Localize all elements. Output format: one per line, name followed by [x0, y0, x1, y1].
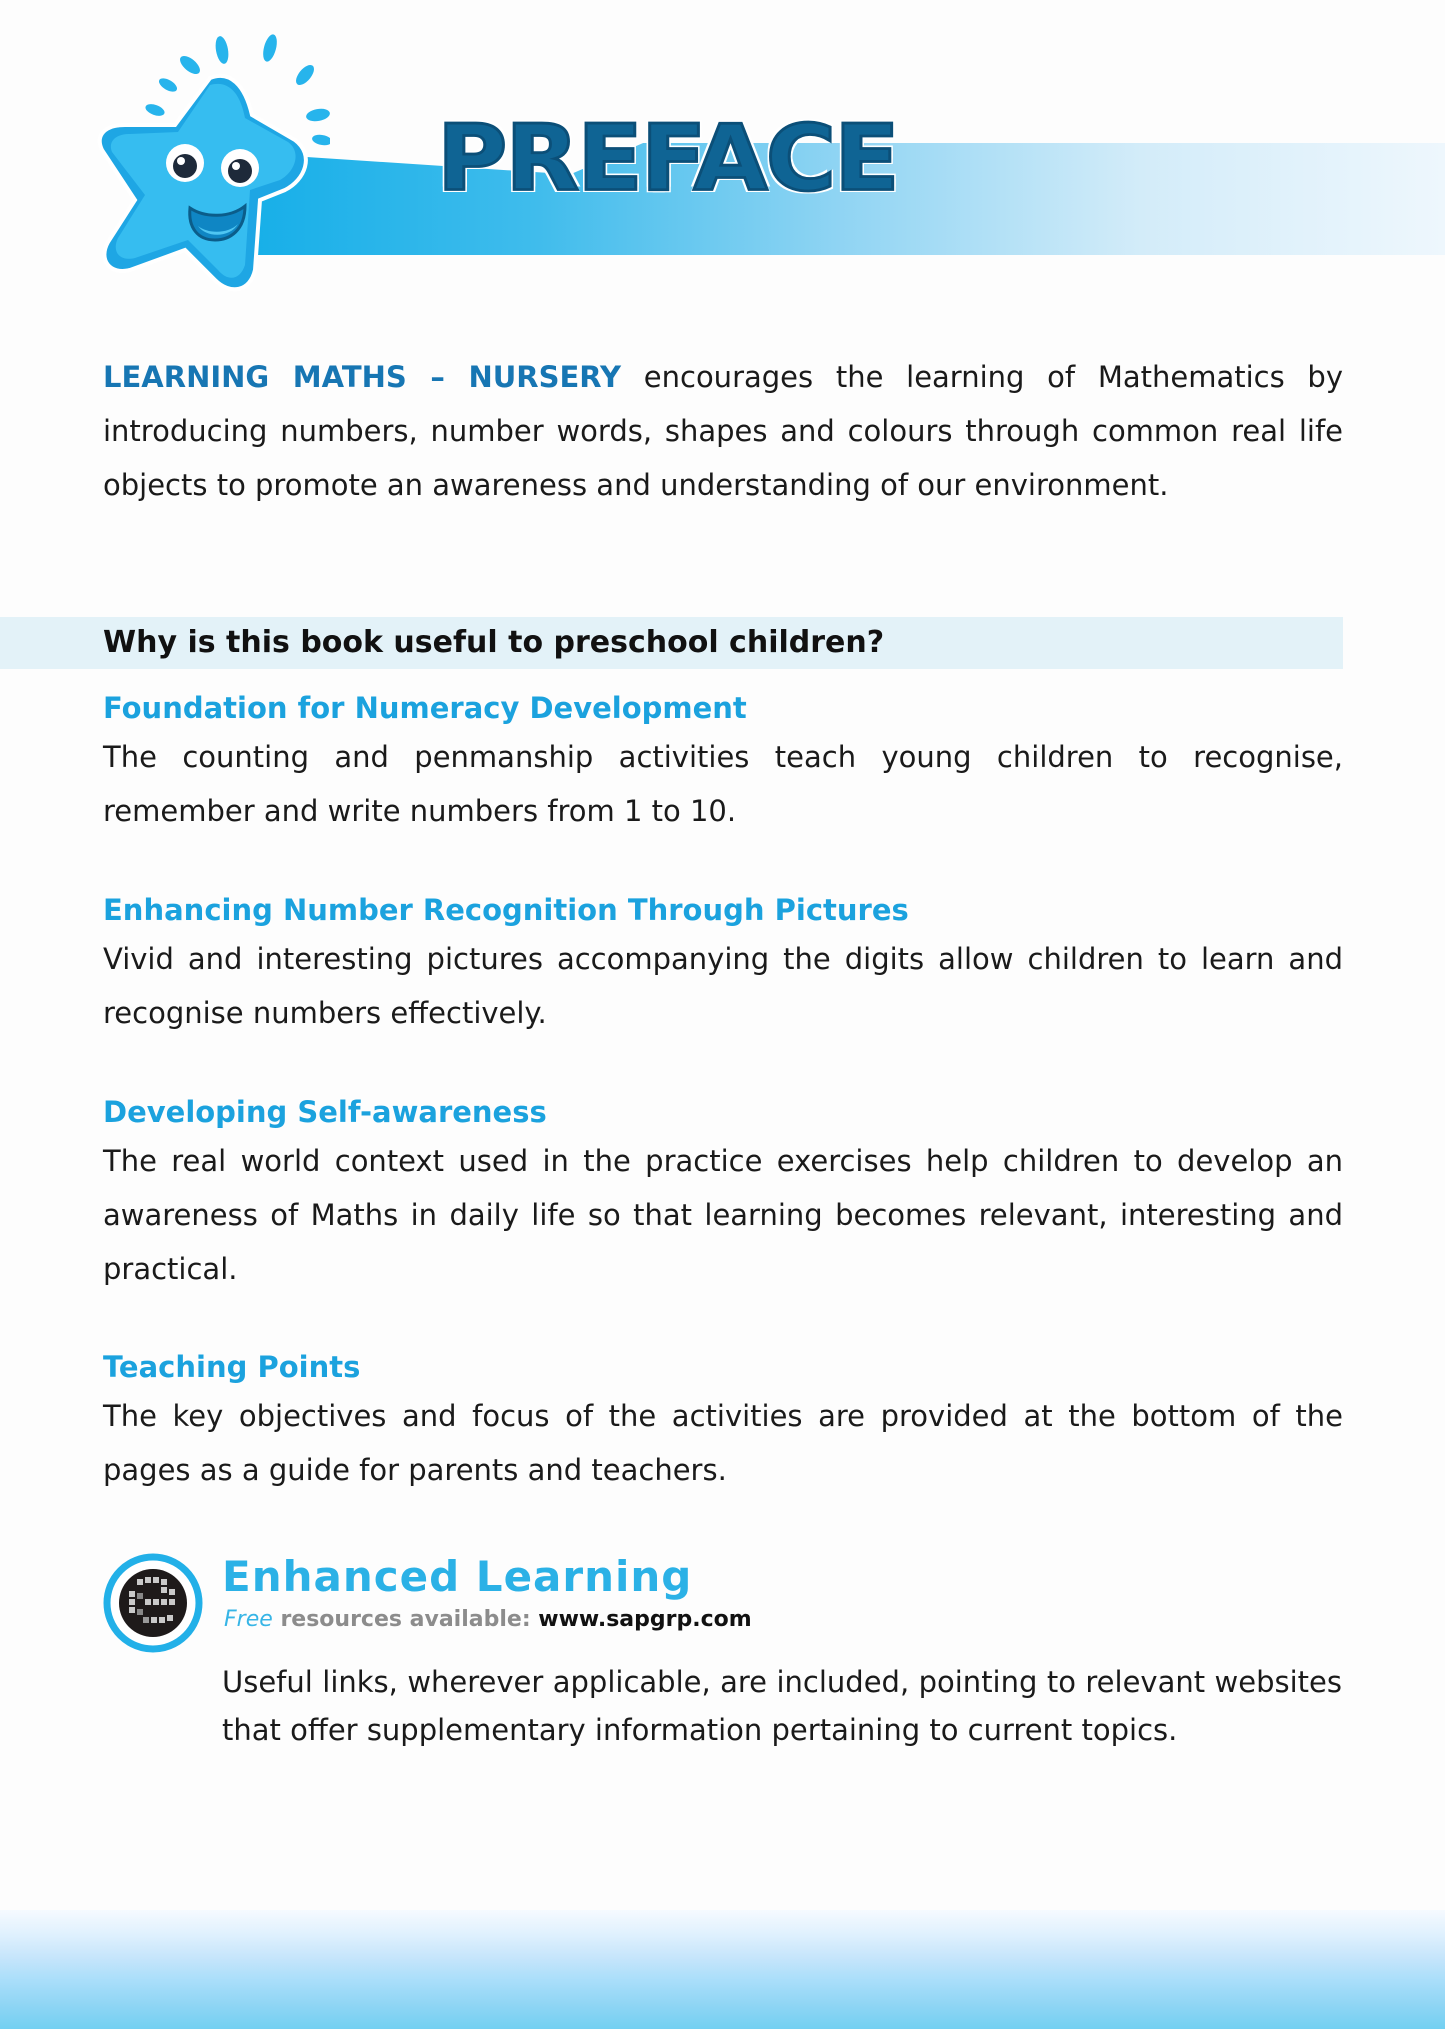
- website-link[interactable]: www.sapgrp.com: [538, 1607, 752, 1632]
- section-heading: Enhancing Number Recognition Through Pictures: [103, 893, 909, 927]
- section-body: The key objectives and focus of the activities are provided at the bottom of the pages as a guide for parents and teachers.: [103, 1399, 1343, 1487]
- section-body: Vivid and interesting pictures accompanying the digits allow children to learn and recognise numbers effectively.: [103, 942, 1343, 1030]
- smiling-star-mascot-icon: [90, 30, 330, 300]
- section-heading: Foundation for Numeracy Development: [103, 691, 747, 725]
- enhanced-learning-block: [103, 1553, 1003, 1668]
- resources-label: resources available:: [272, 1607, 539, 1632]
- enhanced-learning-text: Useful links, wherever applicable, are included, pointing to relevant websites that offer supplementary information pertaining to current topics.: [222, 1665, 1342, 1747]
- section-numeracy: [103, 686, 1343, 838]
- why-heading: Why is this book useful to preschool children?: [103, 625, 885, 660]
- section-number-recognition: [103, 888, 1343, 1040]
- enhanced-learning-title: Enhanced Learning: [222, 1552, 693, 1601]
- section-heading: Developing Self-awareness: [103, 1095, 547, 1129]
- footer-gradient-band: [0, 1910, 1445, 2029]
- enhanced-learning-body: [222, 1658, 1342, 1754]
- free-label: Free: [224, 1607, 273, 1632]
- section-teaching-points: [103, 1345, 1343, 1497]
- page-title: PREFACE: [437, 104, 898, 212]
- section-self-awareness: [103, 1090, 1343, 1296]
- enhanced-learning-subtitle: [224, 1605, 752, 1635]
- section-body: The real world context used in the practice exercises help children to develop an awareness of Maths in daily life so that learning becomes relevant, interesting and practical.: [103, 1144, 1343, 1286]
- header-banner: [0, 0, 1445, 300]
- section-heading: Teaching Points: [103, 1350, 361, 1384]
- section-body: The counting and penmanship activities teach young children to recognise, remember and write numbers from 1 to 10.: [103, 740, 1343, 828]
- book-title-lead: LEARNING MATHS – NURSERY: [103, 360, 622, 394]
- intro-paragraph: [103, 350, 1343, 512]
- enhanced-learning-globe-icon: [103, 1553, 203, 1653]
- intro-text: encourages the learning of Mathematics by introducing numbers, number words, shapes and colours through common real life objects to promote an awareness and understanding of our environment.: [103, 360, 1343, 502]
